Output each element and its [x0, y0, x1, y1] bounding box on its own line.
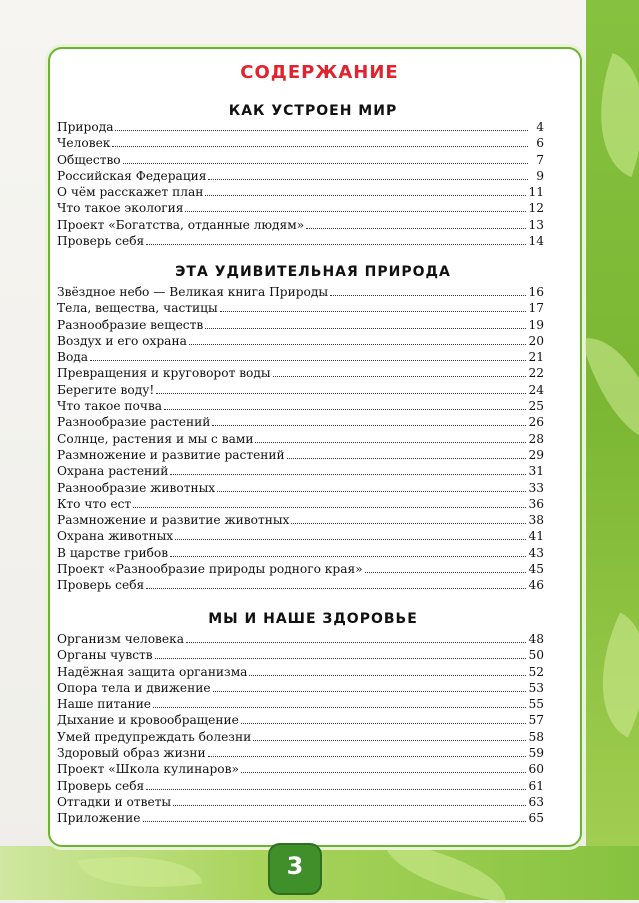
toc-entry-title: Умей предупреждать болезни [57, 729, 252, 744]
toc-entry-page: 6 [536, 136, 544, 151]
toc-entry[interactable] [57, 119, 544, 135]
toc-entry-title: Проект «Школа кулинаров» [57, 762, 239, 777]
toc-entry-title: Солнце, растения и мы с вами [57, 431, 254, 446]
dot-leader [241, 761, 527, 773]
toc-entry[interactable] [57, 200, 544, 216]
toc-entry[interactable] [57, 794, 544, 810]
page-title: СОДЕРЖАНИЕ [240, 62, 399, 83]
toc-entry-title: Общество [57, 152, 121, 167]
toc-entry-title: Природа [57, 120, 114, 134]
dot-leader [186, 631, 526, 643]
dot-leader [255, 431, 526, 443]
toc-entry-page: 61 [528, 778, 544, 793]
dot-leader [173, 794, 526, 806]
dot-leader [306, 217, 526, 229]
dot-leader [365, 561, 527, 573]
toc-entry[interactable] [57, 778, 544, 794]
toc-entry-page: 45 [528, 562, 544, 577]
toc-entry-page: 57 [528, 713, 544, 728]
toc-entry-page: 60 [528, 762, 544, 777]
toc-entry-page: 36 [528, 496, 544, 511]
toc-entry[interactable] [57, 152, 544, 168]
toc-entry-page: 22 [528, 366, 544, 381]
toc-entry[interactable] [57, 447, 544, 463]
toc-entry[interactable] [57, 480, 544, 496]
toc-entry[interactable] [57, 382, 544, 398]
toc-entry-page: 7 [536, 152, 544, 167]
toc-entry-page: 58 [528, 729, 544, 744]
toc-entry-title: Человек [57, 136, 111, 151]
toc-entry-title: Берегите воду! [57, 382, 155, 397]
toc-entry-title: Разнообразие растений [57, 415, 211, 430]
toc-entry[interactable] [57, 761, 544, 777]
toc-entry[interactable] [57, 284, 544, 300]
toc-entry-page: 19 [528, 317, 544, 332]
toc-entry[interactable] [57, 680, 544, 696]
toc-entry-title: Опора тела и движение [57, 680, 211, 695]
toc-entry[interactable] [57, 647, 544, 663]
dot-leader [220, 300, 527, 312]
toc-entry-title: Российская Федерация [57, 168, 207, 183]
dot-leader [146, 233, 526, 245]
toc-entry-page: 31 [528, 464, 544, 479]
dot-leader [208, 168, 528, 180]
toc-entry-title: Разнообразие веществ [57, 317, 204, 332]
dot-leader [249, 664, 526, 676]
toc-entry[interactable] [57, 577, 544, 593]
toc-entry[interactable] [57, 664, 544, 680]
toc-entry-page: 25 [528, 399, 544, 414]
dot-leader [205, 184, 526, 196]
toc-entry-title: Приложение [57, 811, 141, 826]
dot-leader [241, 712, 527, 724]
dot-leader [273, 365, 527, 377]
toc-entry-page: 17 [528, 301, 544, 316]
toc-entry-title: Разнообразие животных [57, 480, 216, 495]
toc-entry[interactable] [57, 317, 544, 333]
dot-leader [170, 545, 526, 557]
toc-entry-title: Размножение и развитие растений [57, 447, 285, 462]
toc-entry-page: 43 [528, 545, 544, 560]
toc-entry-page: 59 [528, 746, 544, 761]
dot-leader [143, 810, 527, 822]
dot-leader [146, 577, 526, 589]
dot-leader [189, 333, 527, 345]
toc-entry[interactable] [57, 496, 544, 512]
toc-entry-page: 16 [528, 285, 544, 299]
dot-leader [90, 349, 526, 361]
toc-entry-title: Звёздное небо — Великая книга Природы [57, 285, 329, 299]
toc-entry[interactable] [57, 300, 544, 316]
toc-entry-page: 48 [528, 632, 544, 646]
toc-entry[interactable] [57, 135, 544, 151]
toc-entry-title: Воздух и его охрана [57, 333, 187, 348]
toc-entry-title: Органы чувств [57, 648, 153, 663]
dot-leader [175, 528, 526, 540]
toc-entry-title: Проверь себя [57, 778, 145, 793]
dot-leader [208, 745, 527, 757]
toc-entry[interactable] [57, 184, 544, 200]
toc-entry-title: Здоровый образ жизни [57, 746, 206, 761]
toc-section-list [57, 284, 544, 594]
toc-entry[interactable] [57, 512, 544, 528]
dot-leader [217, 480, 526, 492]
toc-entry-title: Что такое почва [57, 399, 163, 414]
toc-entry-title: Проект «Богатства, отданные людям» [57, 217, 305, 232]
page-number: 3 [286, 852, 304, 880]
toc-entry-title: Охрана растений [57, 464, 169, 479]
toc-entry[interactable] [57, 745, 544, 761]
toc-entry[interactable] [57, 333, 544, 349]
toc-entry-title: Проверь себя [57, 578, 145, 593]
toc-entry[interactable] [57, 349, 544, 365]
toc-entry-page: 55 [528, 697, 544, 712]
toc-entry-title: Размножение и развитие животных [57, 513, 290, 528]
toc-entry[interactable] [57, 528, 544, 544]
toc-entry-title: Организм человека [57, 632, 184, 646]
dot-leader [170, 463, 526, 475]
toc-entry-title: В царстве грибов [57, 545, 169, 560]
toc-entry-title: Дыхание и кровообращение [57, 713, 239, 728]
dot-leader [253, 729, 526, 741]
dot-leader [133, 496, 526, 508]
toc-entry-page: 50 [528, 648, 544, 663]
toc-entry-page: 46 [528, 578, 544, 593]
toc-entry-page: 12 [528, 201, 544, 216]
toc-entry[interactable] [57, 217, 544, 233]
toc-entry-title: О чём расскажет план [57, 185, 204, 200]
toc-entry-title: Вода [57, 350, 89, 365]
toc-entry-title: Что такое экология [57, 201, 184, 216]
toc-section-list [57, 631, 544, 827]
toc-entry-page: 4 [536, 120, 544, 134]
toc-entry[interactable] [57, 398, 544, 414]
dot-leader [153, 696, 526, 708]
toc-entry-title: Тела, вещества, частицы [57, 301, 218, 316]
dot-leader [146, 778, 526, 790]
page-number-badge [270, 845, 320, 893]
section-heading: КАК УСТРОЕН МИР [228, 103, 398, 119]
toc-entry[interactable] [57, 414, 544, 430]
toc-section-list [57, 119, 544, 249]
toc-entry[interactable] [57, 729, 544, 745]
dot-leader [213, 680, 527, 692]
toc-entry-page: 52 [528, 664, 544, 679]
toc-entry[interactable] [57, 712, 544, 728]
dot-leader [185, 200, 526, 212]
toc-entry-page: 13 [528, 217, 544, 232]
toc-entry-title: Надёжная защита организма [57, 664, 248, 679]
toc-entry-page: 28 [528, 431, 544, 446]
toc-entry-page: 9 [536, 168, 544, 183]
toc-entry-title: Проверь себя [57, 234, 145, 249]
toc-entry-page: 14 [528, 234, 544, 249]
dot-leader [291, 512, 526, 524]
dot-leader [287, 447, 527, 459]
toc-entry-page: 24 [528, 382, 544, 397]
toc-entry-title: Кто что ест [57, 496, 132, 511]
dot-leader [205, 317, 526, 329]
toc-entry[interactable] [57, 545, 544, 561]
toc-entry-page: 33 [528, 480, 544, 495]
toc-entry-page: 41 [528, 529, 544, 544]
dot-leader [115, 119, 528, 131]
section-heading: ЭТА УДИВИТЕЛЬНАЯ ПРИРОДА [175, 264, 451, 280]
section-heading: МЫ И НАШЕ ЗДОРОВЬЕ [208, 611, 418, 627]
dot-leader [123, 152, 528, 164]
toc-entry-page: 65 [528, 811, 544, 826]
toc-entry-title: Охрана животных [57, 529, 174, 544]
toc-entry[interactable] [57, 463, 544, 479]
toc-entry-page: 26 [528, 415, 544, 430]
toc-entry-page: 20 [528, 333, 544, 348]
toc-entry-page: 21 [528, 350, 544, 365]
toc-entry-page: 53 [528, 680, 544, 695]
toc-entry[interactable] [57, 233, 544, 249]
toc-entry-page: 29 [528, 447, 544, 462]
dot-leader [155, 647, 527, 659]
toc-entry[interactable] [57, 431, 544, 447]
dot-leader [330, 284, 526, 296]
toc-entry-title: Превращения и круговорот воды [57, 366, 271, 381]
toc-entry-title: Проект «Разнообразие природы родного края» [57, 562, 363, 577]
dot-leader [164, 398, 526, 410]
dot-leader [212, 414, 526, 426]
toc-entry-page: 38 [528, 513, 544, 528]
toc-entry[interactable] [57, 696, 544, 712]
toc-entry[interactable] [57, 631, 544, 647]
toc-entry-title: Наше питание [57, 697, 152, 712]
dot-leader [156, 382, 526, 394]
toc-entry-title: Отгадки и ответы [57, 794, 172, 809]
dot-leader [112, 135, 528, 147]
toc-entry[interactable] [57, 168, 544, 184]
toc-entry[interactable] [57, 561, 544, 577]
toc-entry-page: 63 [528, 794, 544, 809]
toc-entry[interactable] [57, 365, 544, 381]
toc-entry-page: 11 [528, 185, 544, 200]
toc-entry[interactable] [57, 810, 544, 826]
